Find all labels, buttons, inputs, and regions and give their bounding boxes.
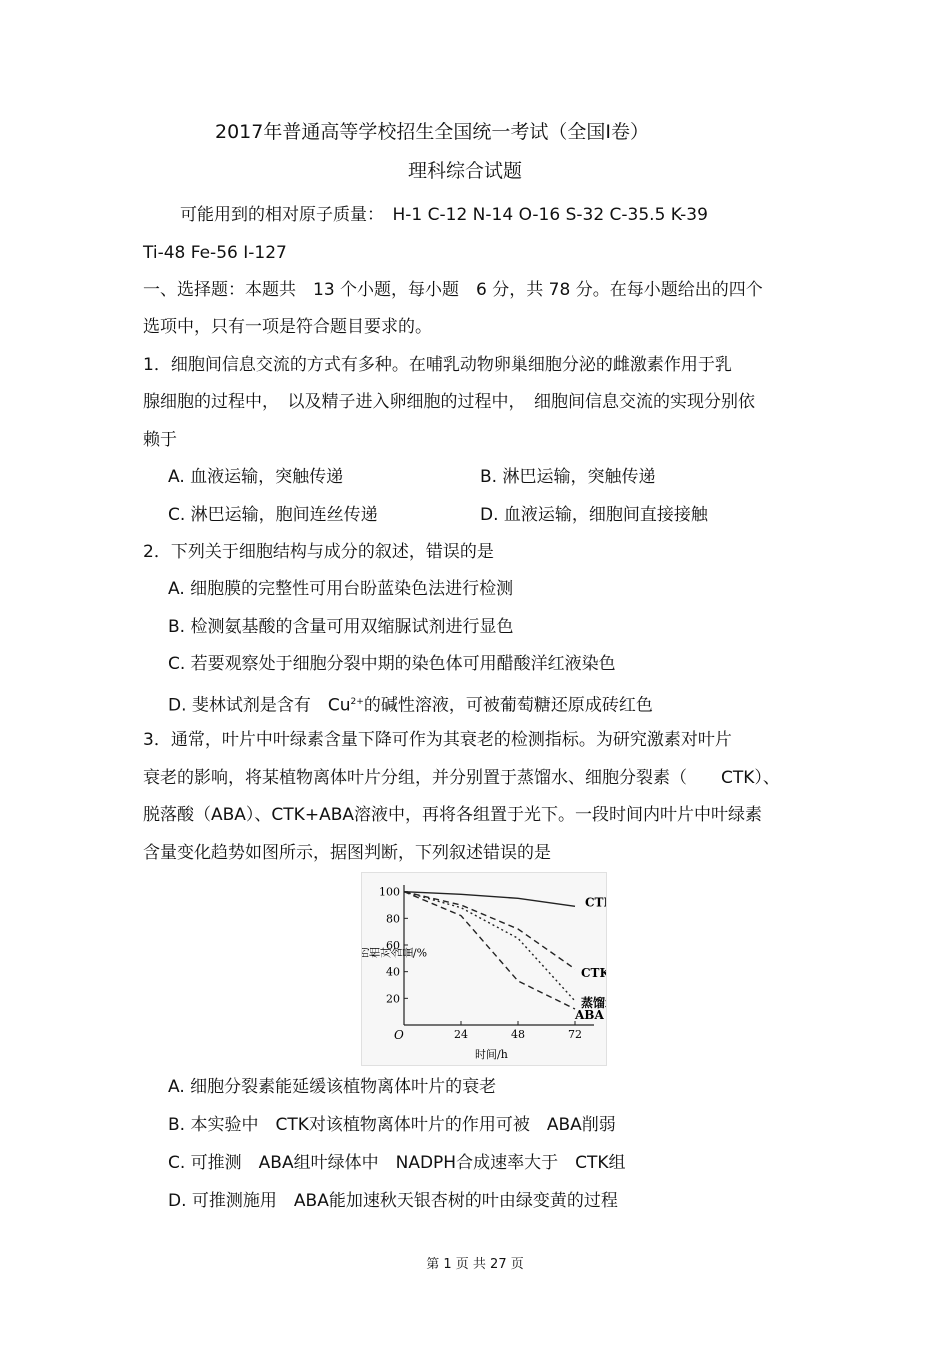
- q3-stem-4: 含量变化趋势如图所示，据图判断，下列叙述错误的是: [143, 843, 551, 863]
- series-label-CTK+ABA: CTK: [581, 966, 606, 980]
- section-instructions-2: 选项中，只有一项是符合题目要求的。: [143, 317, 432, 337]
- exam-subtitle: 理科综合试题: [408, 160, 523, 182]
- q3-option-b: B. 本实验中 CTK对该植物离体叶片的作用可被 ABA削弱: [168, 1115, 616, 1135]
- series-label-蒸馏水: 蒸馏: [581, 996, 606, 1010]
- q2-option-d-pre: D. 斐林试剂是含有 Cu: [168, 695, 351, 716]
- y-axis-label: 相对含量/%: [368, 946, 428, 960]
- x-axis-label: 时间/h: [475, 1048, 508, 1061]
- y-tick-label: 20: [386, 992, 400, 1006]
- q3-option-d: D. 可推测施用 ABA能加速秋天银杏树的叶由绿变黄的过程: [168, 1191, 618, 1211]
- origin-label: O: [394, 1028, 404, 1042]
- chlorophyll-chart: [361, 872, 607, 1066]
- q3-option-a: A. 细胞分裂素能延缓该植物离体叶片的衰老: [168, 1077, 497, 1097]
- exam-title: 2017年普通高等学校招生全国统一考试（全国Ⅰ卷）: [215, 121, 649, 143]
- chart-svg: [362, 873, 606, 1065]
- atomic-mass-line-2: Ti-48 Fe-56 I-127: [143, 243, 287, 263]
- q2-stem: 2．下列关于细胞结构与成分的叙述，错误的是: [143, 542, 494, 562]
- q2-option-d-post: 的碱性溶液，可被葡萄糖还原成砖红色: [363, 695, 653, 716]
- series-line-ABA: [404, 892, 575, 1009]
- q3-stem-2: 衰老的影响，将某植物离体叶片分组，并分别置于蒸馏水、细胞分裂素（ CTK）、: [143, 768, 780, 788]
- series-line-蒸馏水: [404, 892, 575, 1001]
- y-tick-label: 40: [386, 965, 400, 979]
- y-tick-label: 100: [379, 885, 400, 899]
- series-label-ABA: ABA: [575, 1008, 604, 1022]
- page-footer: 第 1 页 共 27 页: [426, 1257, 524, 1272]
- x-tick-label: 24: [454, 1028, 468, 1041]
- q1-stem-3: 赖于: [143, 430, 177, 450]
- atomic-mass-line-1: 可能用到的相对原子质量： H-1 C-12 N-14 O-16 S-32 C-35.5 K-39: [180, 205, 708, 225]
- section-instructions-1: 一、选择题：本题共 13 个小题，每小题 6 分，共 78 分。在每小题给出的四个: [143, 280, 763, 300]
- q1-option-d: D. 血液运输，细胞间直接接触: [480, 505, 708, 525]
- q3-stem-1: 3．通常，叶片中叶绿素含量下降可作为其衰老的检测指标。为研究激素对叶片: [143, 730, 732, 750]
- y-tick-label: 80: [386, 912, 400, 926]
- y-tick-label: 60: [386, 939, 400, 952]
- q1-stem-2: 腺细胞的过程中， 以及精子进入卵细胞的过程中， 细胞间信息交流的实现分别依: [143, 392, 755, 412]
- q2-option-d-superscript: 2+: [350, 697, 364, 707]
- q1-option-c: C. 淋巴运输，胞间连丝传递: [168, 505, 378, 525]
- q3-option-c: C. 可推测 ABA组叶绿体中 NADPH合成速率大于 CTK组: [168, 1153, 626, 1173]
- series-label-CTK: CT: [585, 895, 604, 910]
- q1-option-b: B. 淋巴运输，突触传递: [480, 467, 656, 487]
- q3-stem-3: 脱落酸（ABA）、CTK+ABA溶液中，再将各组置于光下。一段时间内叶片中叶绿素: [143, 805, 762, 825]
- q2-option-c: C. 若要观察处于细胞分裂中期的染色体可用醋酸洋红液染色: [168, 654, 616, 674]
- x-tick-label: 72: [568, 1028, 582, 1041]
- q2-option-d: [168, 691, 653, 717]
- q1-option-a: A. 血液运输，突触传递: [168, 467, 344, 487]
- q1-stem-1: 1．细胞间信息交流的方式有多种。在哺乳动物卵巢细胞分泌的雌激素作用于乳: [143, 355, 732, 375]
- q2-option-a: A. 细胞膜的完整性可用台盼蓝染色法进行检测: [168, 579, 514, 599]
- q2-option-b: B. 检测氨基酸的含量可用双缩脲试剂进行显色: [168, 617, 514, 637]
- x-tick-label: 48: [511, 1028, 525, 1041]
